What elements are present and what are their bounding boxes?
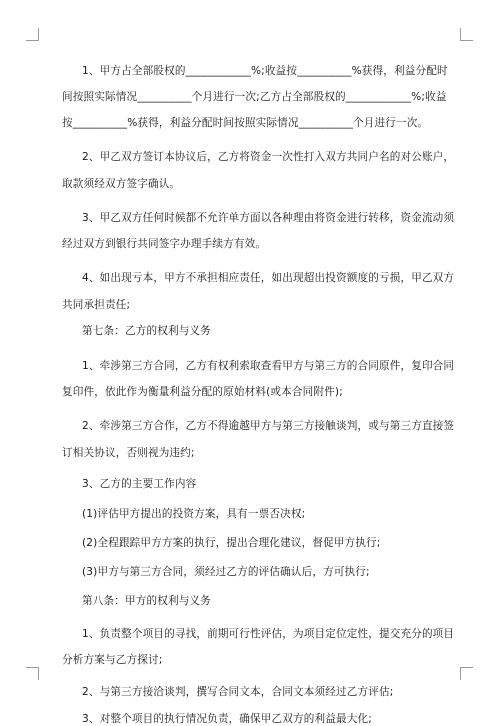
paragraph-line: 经过双方到银行共同签字办理手续方有效。 bbox=[62, 238, 267, 250]
paragraph-line: 复印件，依此作为衡量利益分配的原始材料(或本合同附件); bbox=[62, 386, 343, 398]
paragraph-line: 按__________%获得，利益分配时间按照实际情况__________个月进行一次。 bbox=[62, 117, 429, 129]
list-item: (3)甲方与第三方合同，须经过乙方的评估确认后，方可执行; bbox=[82, 566, 370, 578]
paragraph-line: 1、负责整个项目的寻找，前期可行性评估，为项目定位定性，提交充分的项目 bbox=[82, 628, 455, 640]
paragraph-line: 3、甲乙双方任何时候都不允许单方面以各种理由将资金进行转移，资金流动须 bbox=[82, 212, 455, 224]
paragraph-line: 取款须经双方签字确认。 bbox=[62, 178, 181, 190]
paragraph-line: 1、甲方占全部股权的____________%;收益按__________%获得，利益分配时 bbox=[82, 65, 448, 77]
paragraph-line: 分析方案与乙方探讨; bbox=[62, 654, 163, 666]
paragraph-line: 3、乙方的主要工作内容 bbox=[82, 478, 197, 490]
section-heading: 第八条：甲方的权利与义务 bbox=[82, 595, 211, 607]
list-item: (1)评估甲方提出的投资方案，具有一票否决权; bbox=[82, 508, 306, 520]
crop-mark-top-left bbox=[26, 28, 39, 41]
section-heading: 第七条：乙方的权利与义务 bbox=[82, 325, 211, 337]
crop-mark-bottom-right bbox=[460, 667, 473, 680]
paragraph-line: 共同承担责任; bbox=[62, 299, 131, 311]
crop-mark-bottom-left bbox=[26, 667, 39, 680]
list-item: (2)全程跟踪甲方方案的执行，提出合理化建议，督促甲方执行; bbox=[82, 537, 381, 549]
paragraph-line: 3、对整个项目的执行情况负责，确保甲乙双方的利益最大化; bbox=[82, 713, 372, 725]
paragraph-line: 订相关协议，否则视为违约; bbox=[62, 447, 195, 459]
paragraph-line: 1、牵涉第三方合同，乙方有权利索取查看甲方与第三方的合同原件，复印合同 bbox=[82, 360, 455, 372]
paragraph-line: 2、甲乙双方签订本协议后，乙方将资金一次性打入双方共同户名的对公账户， bbox=[82, 151, 455, 163]
paragraph-line: 4、如出现亏本，甲方不承担相应责任，如出现超出投资额度的亏损，甲乙双方 bbox=[82, 272, 455, 284]
paragraph-line: 间按照实际情况__________个月进行一次;乙方占全部股权的____________%;收益 bbox=[62, 91, 447, 103]
crop-mark-top-right bbox=[460, 28, 473, 41]
paragraph-line: 2、牵涉第三方合作，乙方不得逾越甲方与第三方接触谈判，或与第三方直接签 bbox=[82, 420, 455, 432]
paragraph-line: 2、与第三方接洽谈判，撰写合同文本，合同文本须经过乙方评估; bbox=[82, 686, 394, 698]
